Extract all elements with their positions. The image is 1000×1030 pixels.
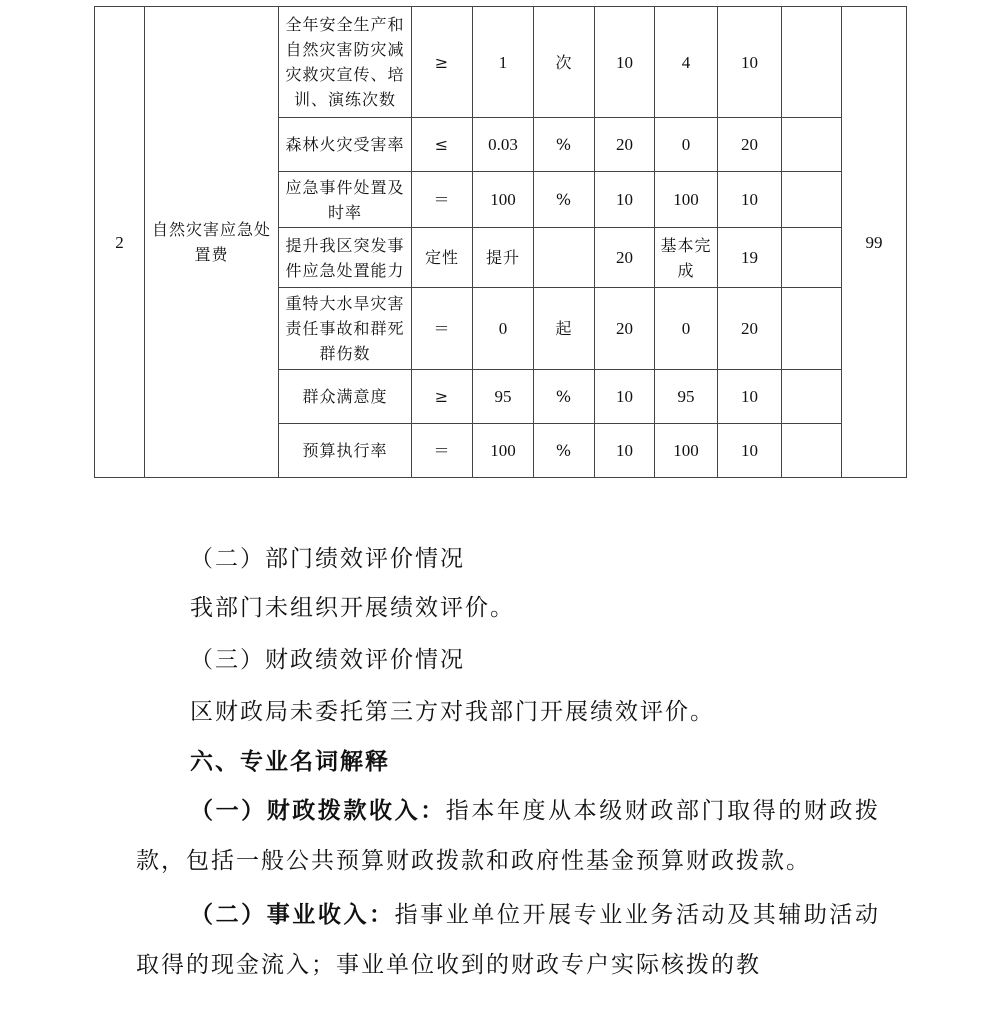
actual-cell: 0 xyxy=(655,288,718,370)
score-cell: 20 xyxy=(718,288,782,370)
operator-cell: ＝ xyxy=(412,424,473,478)
score-cell: 10 xyxy=(718,7,782,118)
indicator-cell: 重特大水旱灾害责任事故和群死群伤数 xyxy=(279,288,412,370)
weight-cell: 10 xyxy=(595,424,655,478)
indicator-cell: 群众满意度 xyxy=(279,370,412,424)
indicator-cell: 全年安全生产和自然灾害防灾减灾救灾宣传、培训、演练次数 xyxy=(279,7,412,118)
weight-cell: 10 xyxy=(595,172,655,228)
indicator-cell: 预算执行率 xyxy=(279,424,412,478)
weight-cell: 20 xyxy=(595,288,655,370)
note-cell xyxy=(782,172,842,228)
actual-cell: 0 xyxy=(655,118,718,172)
note-cell xyxy=(782,228,842,288)
target-cell: 提升 xyxy=(473,228,534,288)
operator-cell: ≥ xyxy=(412,7,473,118)
target-cell: 1 xyxy=(473,7,534,118)
actual-cell: 基本完成 xyxy=(655,228,718,288)
weight-cell: 20 xyxy=(595,228,655,288)
score-cell: 10 xyxy=(718,172,782,228)
target-cell: 95 xyxy=(473,370,534,424)
term-label: （一）财政拨款收入： xyxy=(190,797,446,824)
dept-eval-text: 我部门未组织开展绩效评价。 xyxy=(190,595,515,621)
operator-cell: ≤ xyxy=(412,118,473,172)
total-score-cell: 99 xyxy=(842,7,907,478)
score-cell: 19 xyxy=(718,228,782,288)
operator-cell: ＝ xyxy=(412,172,473,228)
target-cell: 0.03 xyxy=(473,118,534,172)
unit-cell: % xyxy=(534,118,595,172)
note-cell xyxy=(782,7,842,118)
terms-heading: 六、专业名词解释 xyxy=(190,748,390,775)
unit-cell: 起 xyxy=(534,288,595,370)
indicator-cell: 森林火灾受害率 xyxy=(279,118,412,172)
target-cell: 100 xyxy=(473,424,534,478)
operator-cell: ＝ xyxy=(412,288,473,370)
dept-eval-heading: （二）部门绩效评价情况 xyxy=(190,546,465,572)
actual-cell: 100 xyxy=(655,172,718,228)
fin-eval-heading: （三）财政绩效评价情况 xyxy=(190,647,465,673)
weight-cell: 10 xyxy=(595,7,655,118)
note-cell xyxy=(782,288,842,370)
score-cell: 10 xyxy=(718,424,782,478)
actual-cell: 100 xyxy=(655,424,718,478)
unit-cell: % xyxy=(534,424,595,478)
note-cell xyxy=(782,424,842,478)
indicator-cell: 应急事件处置及时率 xyxy=(279,172,412,228)
operator-cell: ≥ xyxy=(412,370,473,424)
unit-cell xyxy=(534,228,595,288)
score-cell: 10 xyxy=(718,370,782,424)
operator-cell: 定性 xyxy=(412,228,473,288)
actual-cell: 4 xyxy=(655,7,718,118)
weight-cell: 10 xyxy=(595,370,655,424)
term-definition: 指事业单位开展专业业务活动及其辅助活动取得的现金流入；事业单位收到的财政专户实际核拨的教 xyxy=(136,902,881,978)
row-number-cell: 2 xyxy=(95,7,145,478)
indicator-cell: 提升我区突发事件应急处置能力 xyxy=(279,228,412,288)
term-label: （二）事业收入： xyxy=(190,901,395,928)
document-body xyxy=(0,536,1000,990)
note-cell xyxy=(782,370,842,424)
term-fiscal-appropriation xyxy=(0,786,1000,886)
note-cell xyxy=(782,118,842,172)
term-business-income xyxy=(0,890,1000,990)
unit-cell: % xyxy=(534,172,595,228)
unit-cell: % xyxy=(534,370,595,424)
performance-table xyxy=(94,6,907,478)
table-body xyxy=(95,7,907,478)
table-row xyxy=(95,7,907,118)
project-name-cell: 自然灾害应急处置费 xyxy=(145,7,279,478)
target-cell: 100 xyxy=(473,172,534,228)
score-cell: 20 xyxy=(718,118,782,172)
term-definition: 指本年度从本级财政部门取得的财政拨款，包括一般公共预算财政拨款和政府性基金预算财政拨款。 xyxy=(136,798,881,874)
weight-cell: 20 xyxy=(595,118,655,172)
unit-cell: 次 xyxy=(534,7,595,118)
fin-eval-text: 区财政局未委托第三方对我部门开展绩效评价。 xyxy=(190,699,715,725)
target-cell: 0 xyxy=(473,288,534,370)
actual-cell: 95 xyxy=(655,370,718,424)
